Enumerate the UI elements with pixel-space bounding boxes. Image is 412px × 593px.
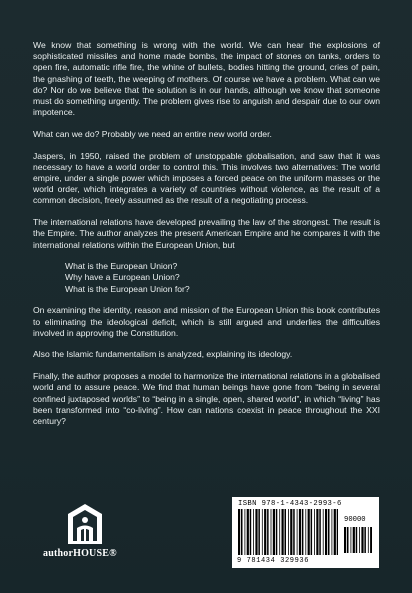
publisher-name: authorHOUSE®	[43, 548, 117, 559]
price-barcode-bars	[344, 527, 372, 553]
paragraph-3: Jaspers, in 1950, raised the problem of unstoppable globalisation, and saw that it was necessary to have a world order to control this. This involves two alternatives: The world empire, under a single power which imposes a forced peace on the uniform masses or the world order, which integrates a variety of countries without violence, as the result of a common decision, freely assumed as the result of a negotiating process.	[33, 150, 380, 206]
question-item: What is the European Union?	[65, 261, 178, 272]
ean-digits: 9 781434 329936	[237, 557, 310, 565]
blurb-text	[33, 40, 380, 438]
authorhouse-logo-icon	[62, 502, 108, 546]
price-code: 90000	[344, 516, 366, 524]
isbn-barcode	[232, 497, 379, 568]
barcode-bars	[238, 509, 338, 555]
isbn-text: ISBN 978-1-4343-2993-6	[238, 500, 342, 508]
paragraph-1: We know that something is wrong with the world. We can hear the explosions of sophisticated missiles and home made bombs, the impact of stones on tanks, orders to open fire, automatic rifle fire, the whine of bullets, bodies hitting the ground, cries of pain, the gnashing of teeth, the weeping of mothers. Of course we have a problem. What can we do? Nor do we believe that the solution is in our hands, although we know that someone must do something urgently. The problem gives rise to anguish and despair due to our own impotence.	[33, 40, 380, 118]
question-list	[33, 261, 380, 295]
paragraph-5: On examining the identity, reason and mission of the European Union this book contributes to eliminating the ideological deficit, which is still argued and underlies the difficulties involved in approving the Constitution.	[33, 305, 380, 338]
publisher-logo	[43, 502, 133, 562]
paragraph-2: What can we do? Probably we need an entire new world order.	[33, 128, 272, 139]
question-item: Why have a European Union?	[65, 272, 180, 283]
paragraph-6: Also the Islamic fundamentalism is analyzed, explaining its ideology.	[33, 349, 293, 360]
paragraph-4: The international relations have developed prevailing the law of the strongest. The result is the Empire. The author analyzes the present American Empire and he compares it with the international relations within the European Union, but	[33, 217, 380, 250]
paragraph-7: Finally, the author proposes a model to harmonize the international relations in a globalised world and to assure peace. We find that human beings have gone from “being in several confined juxtaposed worlds” to “being in a single, open, shared world”, in which “living” has been transformed into “co-living”. How can nations coexist in peace throughout the XXI century?	[33, 371, 380, 426]
question-item: What is the European Union for?	[65, 283, 190, 294]
